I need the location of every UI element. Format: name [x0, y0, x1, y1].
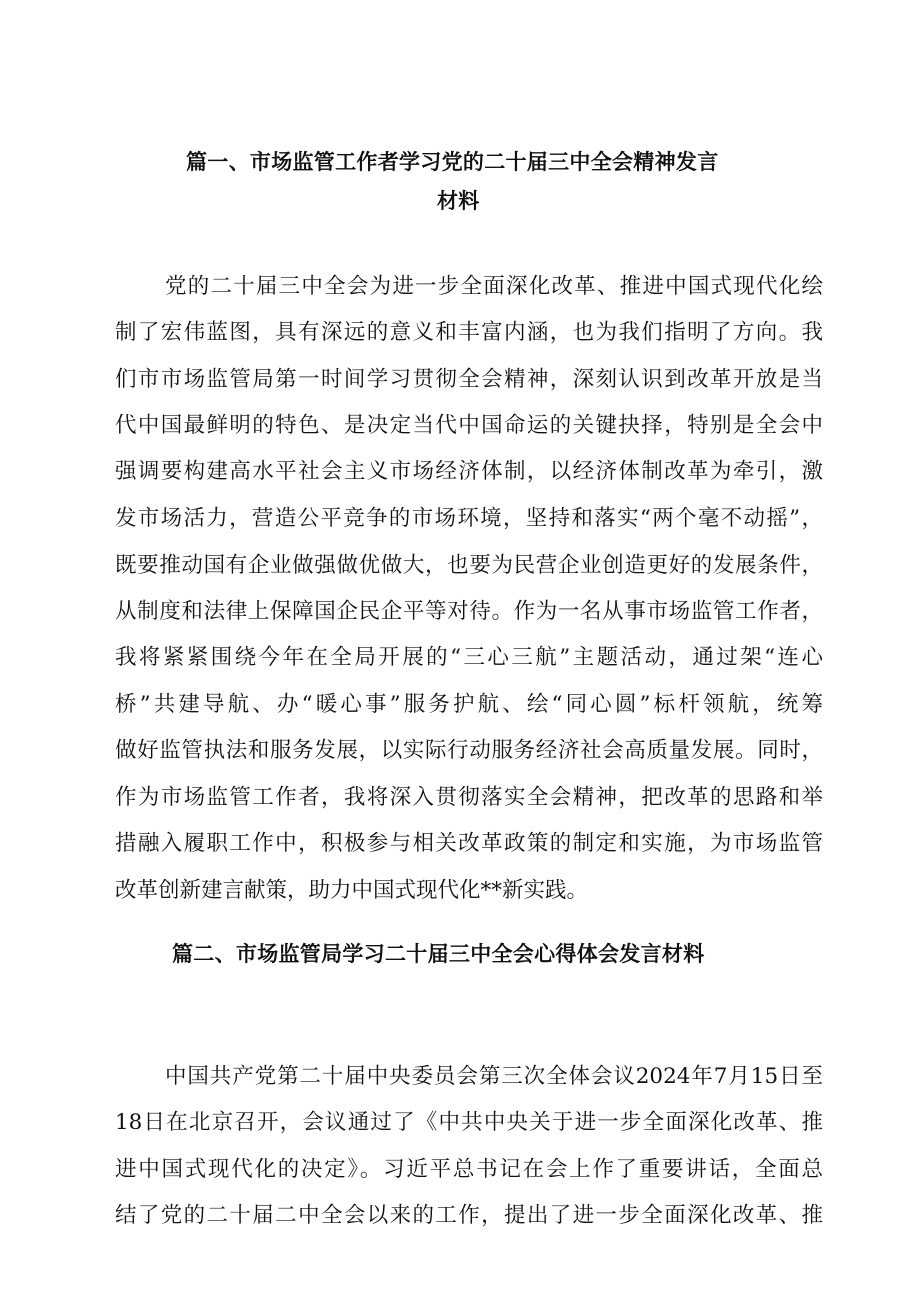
section1-paragraph-line: 作为市场监管工作者，我将深入贯彻落实全会精神，把改革的思路和举 [115, 785, 823, 810]
section2-paragraph-line: 进中国式现代化的决定》。习近平总书记在会上作了重要讲话，全面总 [115, 1157, 823, 1182]
section2-title: 篇二、市场监管局学习二十届三中全会心得体会发言材料 [172, 942, 705, 966]
section1-paragraph-line: 党的二十届三中全会为进一步全面深化改革、推进中国式现代化绘 [165, 274, 823, 299]
section1-paragraph-line: 做好监管执法和服务发展，以实际行动服务经济社会高质量发展。同时， [115, 738, 823, 763]
section2-paragraph-line: 中国共产党第二十届中央委员会第三次全体会议2024年7月15日至 [165, 1064, 823, 1089]
section1-paragraph-line: 代中国最鲜明的特色、是决定当代中国命运的关键抉择，特别是全会中 [115, 413, 823, 438]
section1-paragraph-line: 既要推动国有企业做强做优做大，也要为民营企业创造更好的发展条件， [115, 553, 823, 578]
section1-paragraph-line: 强调要构建高水平社会主义市场经济体制，以经济体制改革为牵引，激 [115, 459, 823, 484]
section1-paragraph-line: 措融入履职工作中，积极参与相关改革政策的制定和实施，为市场监管 [115, 831, 823, 856]
section1-title-line2: 材料 [437, 189, 480, 213]
section2-paragraph-line: 结了党的二十届二中全会以来的工作，提出了进一步全面深化改革、推 [115, 1203, 823, 1228]
section1-paragraph-line: 们市市场监管局第一时间学习贯彻全会精神，深刻认识到改革开放是当 [115, 367, 823, 392]
section1-paragraph-line: 桥”共建导航、办“暖心事”服务护航、绘“同心圆”标杆领航，统筹 [115, 692, 823, 717]
section1-paragraph-line: 从制度和法律上保障国企民企平等对待。作为一名从事市场监管工作者， [115, 599, 823, 624]
section1-paragraph-line: 改革创新建言献策，助力中国式现代化**新实践。 [115, 878, 589, 903]
section2-paragraph-line: 18日在北京召开，会议通过了《中共中央关于进一步全面深化改革、推 [115, 1110, 823, 1135]
section1-title-line1: 篇一、市场监管工作者学习党的二十届三中全会精神发言 [186, 150, 719, 174]
section1-paragraph-line: 制了宏伟蓝图，具有深远的意义和丰富内涵，也为我们指明了方向。我 [115, 320, 823, 345]
section1-paragraph-line: 发市场活力，营造公平竞争的市场环境，坚持和落实“两个毫不动摇”， [115, 506, 823, 531]
section1-paragraph-line: 我将紧紧围绕今年在全局开展的“三心三航”主题活动，通过架“连心 [115, 645, 823, 670]
